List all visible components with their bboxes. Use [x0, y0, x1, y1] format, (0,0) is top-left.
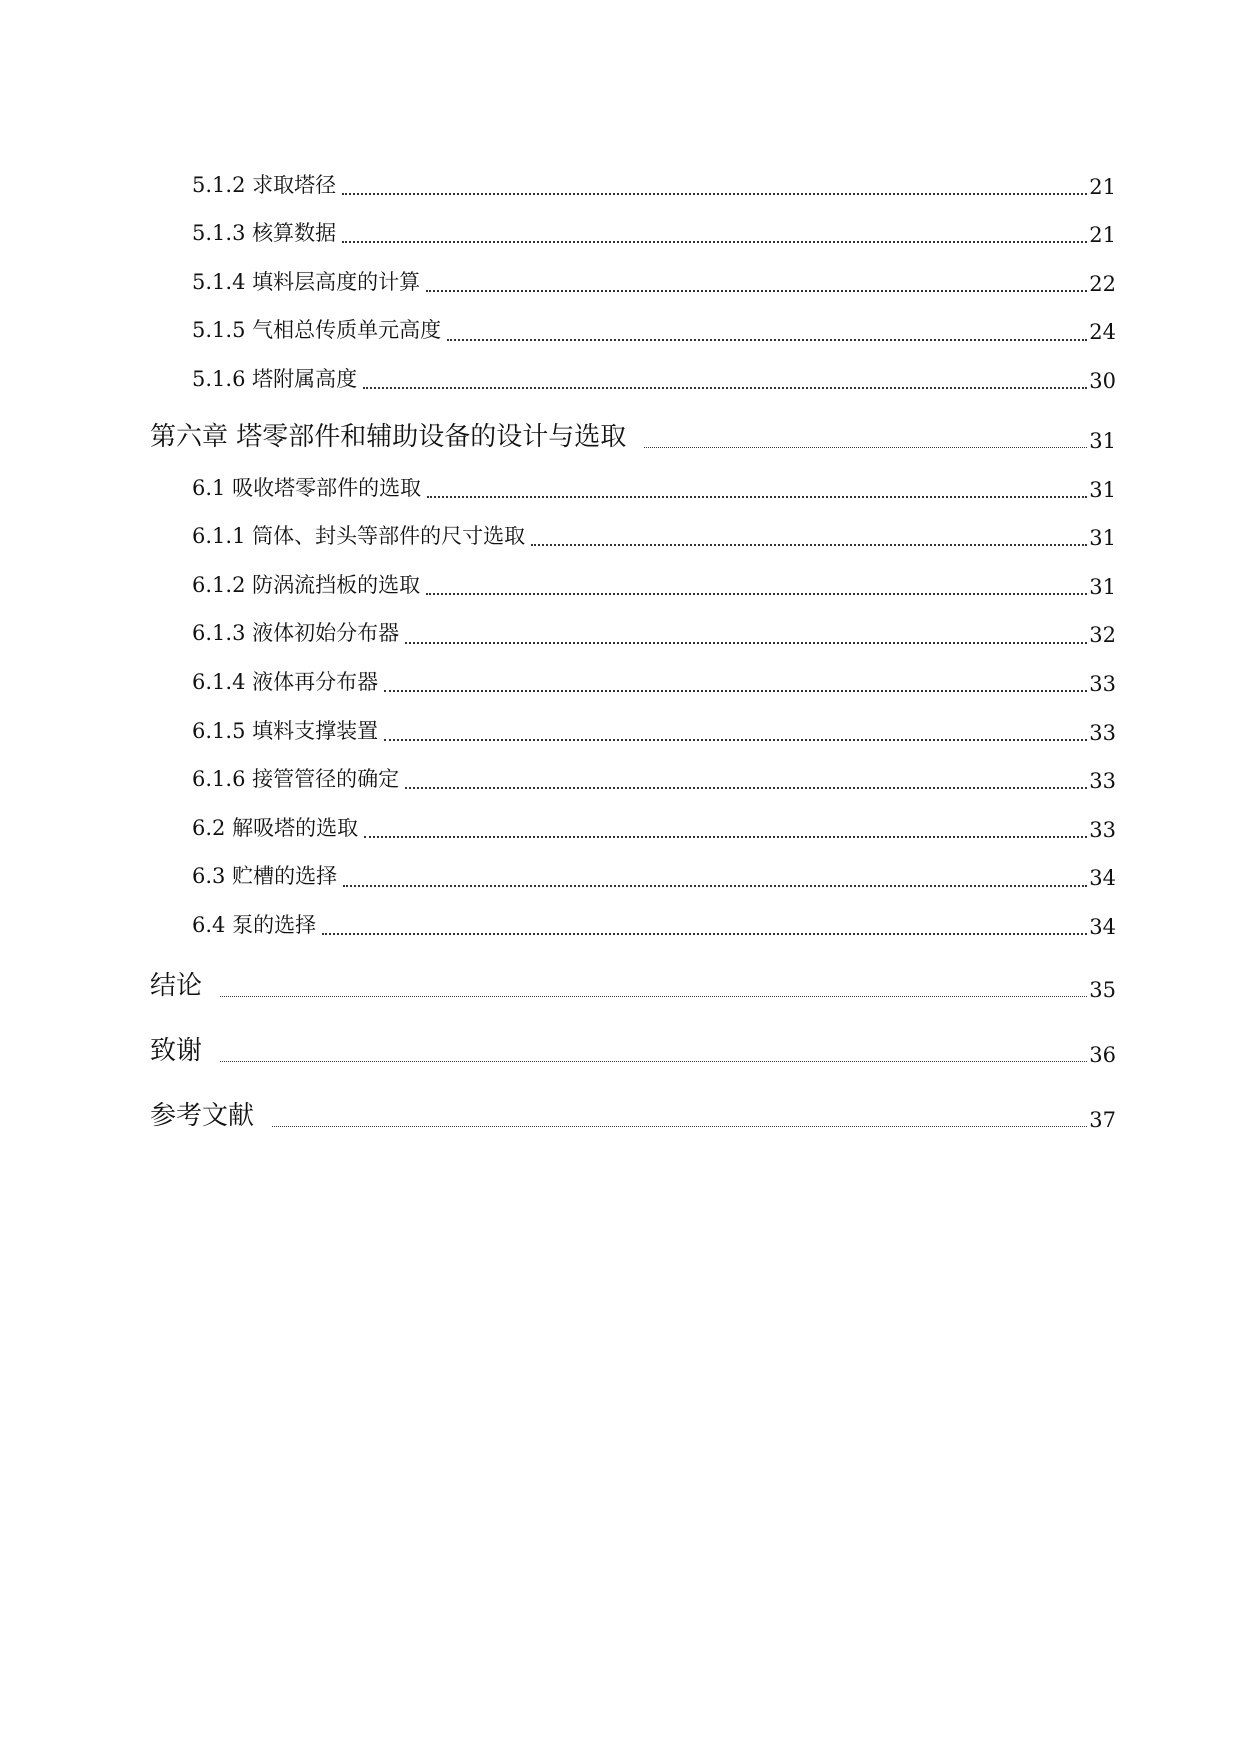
toc-entry-page: 22 — [1089, 271, 1116, 296]
toc-entry-page: 31 — [1089, 477, 1116, 502]
toc-entry-references[interactable] — [150, 1067, 1116, 1132]
toc-entry-page: 30 — [1089, 368, 1116, 393]
toc-entry-6-2[interactable] — [150, 793, 1116, 842]
toc-entry-page: 31 — [1089, 526, 1116, 551]
dot-leader — [426, 271, 1087, 292]
toc-entry-6-1-6[interactable] — [150, 745, 1116, 794]
toc-entry-title: 6.3 贮槽的选择 — [192, 864, 338, 889]
toc-entry-page: 21 — [1089, 174, 1116, 199]
dot-leader — [363, 368, 1087, 389]
toc-entry-title: 致谢 — [150, 1035, 203, 1066]
toc-entry-page: 34 — [1089, 866, 1116, 891]
toc-entry-5-1-2[interactable] — [150, 150, 1116, 199]
dot-leader — [447, 320, 1087, 341]
dot-leader — [426, 574, 1087, 595]
dot-leader — [322, 914, 1087, 935]
toc-entry-6-4[interactable] — [150, 890, 1116, 939]
toc-entry-title: 5.1.3 核算数据 — [192, 221, 337, 246]
toc-entry-page: 33 — [1089, 769, 1116, 794]
toc-entry-page: 31 — [1089, 428, 1116, 453]
toc-entry-page: 24 — [1089, 320, 1116, 345]
dot-leader — [405, 768, 1087, 789]
dot-leader — [342, 174, 1087, 195]
dot-leader — [384, 720, 1087, 741]
toc-entry-5-1-6[interactable] — [150, 344, 1116, 393]
toc-entry-page: 33 — [1089, 817, 1116, 842]
toc-entry-6-1-4[interactable] — [150, 647, 1116, 696]
toc-entry-acknowledgements[interactable] — [150, 1002, 1116, 1067]
dot-leader — [343, 866, 1087, 887]
toc-entry-conclusion[interactable] — [150, 939, 1116, 1002]
dot-leader — [220, 971, 1087, 997]
toc-entry-page: 31 — [1089, 574, 1116, 599]
toc-entry-title: 6.1 吸收塔零部件的选取 — [192, 475, 422, 500]
toc-entry-title: 6.1.3 液体初始分布器 — [192, 621, 400, 646]
toc-entry-6-1-5[interactable] — [150, 696, 1116, 745]
toc-entry-5-1-4[interactable] — [150, 247, 1116, 296]
dot-leader — [644, 422, 1087, 448]
toc-entry-page: 34 — [1089, 914, 1116, 939]
dot-leader — [364, 817, 1087, 838]
toc-entry-title: 5.1.4 填料层高度的计算 — [192, 269, 421, 294]
toc-entry-title: 6.1.1 筒体、封头等部件的尺寸选取 — [192, 524, 526, 549]
toc-entry-page: 33 — [1089, 720, 1116, 745]
toc-entry-title: 6.1.4 液体再分布器 — [192, 669, 379, 694]
dot-leader — [384, 671, 1087, 692]
toc-entry-title: 6.2 解吸塔的选取 — [192, 815, 359, 840]
toc-entry-title: 6.1.5 填料支撑装置 — [192, 718, 379, 743]
toc-entry-6-1-1[interactable] — [150, 502, 1116, 551]
toc-entry-6-1-3[interactable] — [150, 599, 1116, 648]
toc-entry-5-1-5[interactable] — [150, 296, 1116, 345]
table-of-contents — [150, 150, 1116, 1132]
toc-entry-page: 21 — [1089, 223, 1116, 248]
dot-leader — [405, 623, 1087, 644]
dot-leader — [272, 1101, 1087, 1127]
toc-entry-chapter-6[interactable] — [150, 393, 1116, 453]
toc-entry-title: 6.1.6 接管管径的确定 — [192, 767, 400, 792]
toc-entry-5-1-3[interactable] — [150, 199, 1116, 248]
toc-entry-6-1-2[interactable] — [150, 550, 1116, 599]
toc-entry-page: 35 — [1089, 977, 1116, 1002]
toc-entry-page: 32 — [1089, 623, 1116, 648]
toc-entry-page: 36 — [1089, 1042, 1116, 1067]
toc-entry-title: 5.1.6 塔附属高度 — [192, 366, 358, 391]
toc-entry-title: 第六章 塔零部件和辅助设备的设计与选取 — [150, 421, 627, 452]
toc-entry-6-3[interactable] — [150, 842, 1116, 891]
toc-entry-page: 33 — [1089, 671, 1116, 696]
toc-entry-title: 5.1.5 气相总传质单元高度 — [192, 318, 442, 343]
toc-entry-title: 6.4 泵的选择 — [192, 912, 317, 937]
toc-entry-6-1[interactable] — [150, 453, 1116, 502]
toc-entry-title: 参考文献 — [150, 1100, 255, 1131]
toc-entry-title: 5.1.2 求取塔径 — [192, 172, 337, 197]
toc-entry-title: 结论 — [150, 970, 203, 1001]
dot-leader — [342, 222, 1087, 243]
toc-entry-title: 6.1.2 防涡流挡板的选取 — [192, 572, 421, 597]
toc-entry-page: 37 — [1089, 1107, 1116, 1132]
dot-leader — [427, 477, 1087, 498]
dot-leader — [220, 1036, 1087, 1062]
dot-leader — [531, 525, 1087, 546]
